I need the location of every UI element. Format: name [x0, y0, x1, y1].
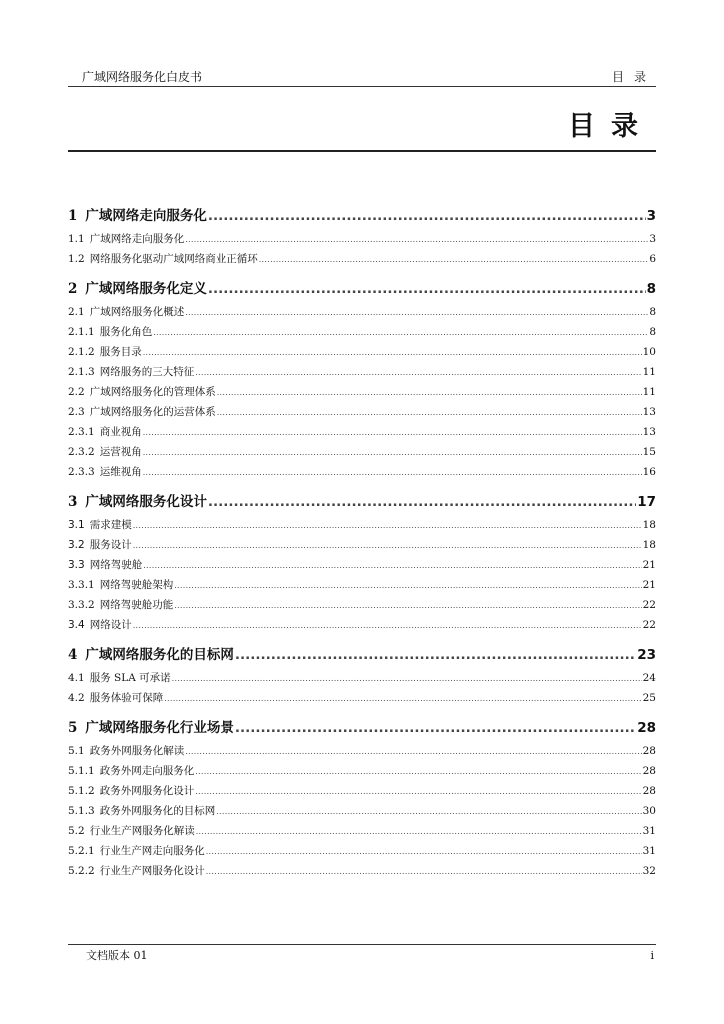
toc-dot-leader [143, 423, 642, 443]
toc-entry-page: 3 [649, 233, 656, 245]
toc-dot-leader [217, 383, 642, 403]
toc-dot-leader [174, 596, 641, 616]
toc-dot-leader [172, 669, 642, 689]
toc-entry-label [68, 206, 207, 226]
toc-dot-leader [196, 822, 642, 842]
toc-entry-text: 网络服务化驱动广域网络商业正循环 [89, 253, 258, 265]
toc-entry-label [68, 645, 234, 665]
toc-entry-number: 1.2 [68, 253, 85, 265]
toc-entry-label [68, 761, 194, 781]
toc-entry-label [68, 741, 184, 761]
toc-entry-text: 服务化角色 [99, 326, 153, 338]
toc-entry-text: 广域网络服务化的管理体系 [89, 386, 216, 398]
toc-dot-leader [143, 343, 642, 363]
toc-dot-leader [206, 842, 642, 862]
toc-entry-text: 政务外网服务化解读 [89, 745, 185, 757]
toc-section-entry[interactable] [68, 555, 656, 575]
toc-entry-label [68, 861, 205, 881]
toc-entry-number: 5.1 [68, 745, 85, 757]
toc-entry-page: 8 [646, 281, 656, 297]
toc-entry-number: 2.3 [68, 406, 85, 418]
toc-entry-number: 3.3.1 [68, 579, 95, 591]
toc-entry-page: 18 [642, 539, 656, 551]
toc-dot-leader [143, 443, 642, 463]
toc-entry-number: 3.3.2 [68, 599, 95, 611]
toc-entry-label [68, 302, 184, 322]
toc-entry-label [68, 781, 194, 801]
toc-entry-page: 24 [642, 672, 656, 684]
toc-entry-label [68, 229, 184, 249]
toc-entry-number: 4 [68, 647, 78, 663]
toc-entry-page: 18 [642, 519, 656, 531]
toc-chapter-entry[interactable] [68, 718, 656, 738]
toc-entry-page: 23 [637, 647, 656, 663]
toc-entry-label [68, 322, 152, 342]
toc-entry-page: 28 [642, 765, 656, 777]
toc-entry-page: 13 [642, 426, 656, 438]
toc-entry-label [68, 462, 142, 482]
toc-entry-label [68, 362, 194, 382]
toc-entry-label [68, 688, 163, 708]
page-header [68, 68, 656, 87]
toc-entry-page: 3 [646, 208, 656, 224]
toc-entry-number: 5.1.3 [68, 805, 95, 817]
toc-entry-label [68, 249, 258, 269]
toc-entry-page: 13 [642, 406, 656, 418]
toc-entry-number: 5.1.2 [68, 785, 95, 797]
toc-entry-number: 3.4 [68, 619, 85, 631]
toc-entry-text: 网络驾驶舱 [89, 559, 143, 571]
toc-entry-page: 22 [642, 599, 656, 611]
toc-dot-leader [235, 718, 636, 738]
toc-entry-text: 服务目录 [99, 346, 142, 358]
toc-entry-text: 广域网络服务化行业场景 [85, 720, 234, 736]
page-number: i [650, 949, 654, 962]
toc-entry-number: 3 [68, 494, 78, 510]
toc-dot-leader [185, 230, 648, 250]
toc-section-entry[interactable] [68, 249, 656, 269]
toc-entry-number: 3.1 [68, 519, 85, 531]
toc-section-entry[interactable] [68, 615, 656, 635]
toc-entry-page: 21 [642, 579, 656, 591]
toc-entry-number: 2.1.3 [68, 366, 95, 378]
toc-entry-number: 3.3 [68, 559, 85, 571]
toc-dot-leader [259, 250, 649, 270]
toc-entry-text: 政务外网服务化设计 [99, 785, 195, 797]
toc-entry-number: 5.2.2 [68, 865, 95, 877]
toc-section-entry[interactable] [68, 402, 656, 422]
toc-entry-number: 2.2 [68, 386, 85, 398]
toc-entry-text: 网络服务的三大特征 [99, 366, 195, 378]
toc-entry-page: 15 [642, 446, 656, 458]
toc-entry-text: 商业视角 [99, 426, 142, 438]
toc-dot-leader [174, 576, 641, 596]
toc-dot-leader [195, 782, 641, 802]
toc-dot-leader [143, 463, 642, 483]
toc-entry-label [68, 668, 171, 688]
toc-entry-number: 5 [68, 720, 78, 736]
toc-entry-text: 政务外网走向服务化 [99, 765, 195, 777]
toc-entry-number: 1 [68, 208, 78, 224]
toc-dot-leader [133, 616, 642, 636]
toc-dot-leader [208, 279, 646, 299]
toc-dot-leader [195, 762, 641, 782]
toc-section-entry[interactable] [68, 302, 656, 322]
toc-entry-text: 服务 SLA 可承诺 [89, 672, 171, 684]
toc-entry-page: 25 [642, 692, 656, 704]
toc-entry-label [68, 382, 216, 402]
toc-section-entry[interactable] [68, 801, 656, 821]
toc-section-entry[interactable] [68, 781, 656, 801]
toc-entry-page: 10 [642, 346, 656, 358]
toc-entry-label [68, 535, 132, 555]
toc-entry-number: 2.1.1 [68, 326, 95, 338]
toc-entry-text: 行业生产网服务化解读 [89, 825, 195, 837]
toc-section-entry[interactable] [68, 688, 656, 708]
toc-entry-text: 广域网络服务化概述 [89, 306, 185, 318]
toc-dot-leader [185, 742, 641, 762]
toc-dot-leader [153, 323, 648, 343]
toc-entry-page: 28 [642, 785, 656, 797]
toc-entry-page: 17 [637, 494, 656, 510]
toc-entry-label [68, 402, 216, 422]
toc-entry-text: 广域网络服务化的运营体系 [89, 406, 216, 418]
toc-chapter-entry[interactable] [68, 492, 656, 512]
toc-section-entry[interactable] [68, 741, 656, 761]
toc-chapter-entry[interactable] [68, 645, 656, 665]
toc-dot-leader [195, 363, 641, 383]
toc-entry-number: 2.3.2 [68, 446, 95, 458]
toc-entry-text: 广域网络服务化设计 [85, 494, 207, 510]
toc-entry-number: 5.2.1 [68, 845, 95, 857]
toc-entry-label [68, 801, 215, 821]
header-section-name: 目录 [611, 70, 656, 84]
toc-entry-page: 11 [642, 386, 656, 398]
toc-dot-leader [133, 516, 642, 536]
toc-entry-text: 行业生产网服务化设计 [99, 865, 205, 877]
toc-entry-text: 网络设计 [89, 619, 132, 631]
toc-entry-label [68, 442, 142, 462]
toc-entry-text: 行业生产网走向服务化 [99, 845, 205, 857]
page-title: 目录 [568, 111, 654, 142]
toc-entry-page: 32 [642, 865, 656, 877]
toc-section-entry[interactable] [68, 322, 656, 342]
document-version: 文档版本 01 [86, 949, 148, 962]
toc-section-entry[interactable] [68, 595, 656, 615]
toc-entry-label [68, 821, 195, 841]
title-divider [68, 150, 656, 152]
toc-entry-page: 22 [642, 619, 656, 631]
toc-dot-leader [133, 536, 642, 556]
toc-entry-page: 31 [642, 845, 656, 857]
table-of-contents [68, 206, 656, 881]
toc-entry-page: 31 [642, 825, 656, 837]
toc-entry-label [68, 595, 173, 615]
toc-entry-page: 28 [637, 720, 656, 736]
toc-section-entry[interactable] [68, 515, 656, 535]
toc-entry-text: 广域网络走向服务化 [89, 233, 185, 245]
toc-dot-leader [143, 556, 641, 576]
toc-section-entry[interactable] [68, 668, 656, 688]
toc-dot-leader [208, 206, 646, 226]
toc-entry-text: 广域网络服务化的目标网 [85, 647, 234, 663]
toc-entry-text: 需求建模 [89, 519, 132, 531]
toc-section-entry[interactable] [68, 575, 656, 595]
toc-dot-leader [208, 492, 636, 512]
toc-entry-number: 3.2 [68, 539, 85, 551]
toc-section-entry[interactable] [68, 761, 656, 781]
toc-entry-label [68, 492, 207, 512]
toc-entry-page: 8 [649, 326, 656, 338]
toc-entry-number: 5.1.1 [68, 765, 95, 777]
toc-entry-number: 4.2 [68, 692, 85, 704]
toc-entry-text: 网络驾驶舱架构 [99, 579, 174, 591]
toc-entry-page: 6 [649, 253, 656, 265]
toc-entry-number: 1.1 [68, 233, 85, 245]
toc-entry-number: 2.3.3 [68, 466, 95, 478]
toc-dot-leader [217, 403, 642, 423]
toc-entry-text: 运维视角 [99, 466, 142, 478]
toc-entry-label [68, 841, 205, 861]
toc-entry-number: 2.1 [68, 306, 85, 318]
toc-entry-label [68, 615, 132, 635]
toc-dot-leader [216, 802, 641, 822]
toc-dot-leader [235, 645, 636, 665]
toc-section-entry[interactable] [68, 229, 656, 249]
toc-entry-number: 2.3.1 [68, 426, 95, 438]
toc-section-entry[interactable] [68, 342, 656, 362]
toc-entry-text: 服务体验可保障 [89, 692, 164, 704]
toc-entry-label [68, 515, 132, 535]
toc-entry-number: 2.1.2 [68, 346, 95, 358]
toc-chapter-entry[interactable] [68, 279, 656, 299]
toc-section-entry[interactable] [68, 422, 656, 442]
toc-entry-text: 网络驾驶舱功能 [99, 599, 174, 611]
toc-entry-number: 5.2 [68, 825, 85, 837]
toc-entry-page: 28 [642, 745, 656, 757]
toc-entry-page: 30 [642, 805, 656, 817]
toc-section-entry[interactable] [68, 861, 656, 881]
toc-section-entry[interactable] [68, 362, 656, 382]
toc-section-entry[interactable] [68, 821, 656, 841]
toc-entry-number: 4.1 [68, 672, 85, 684]
toc-section-entry[interactable] [68, 462, 656, 482]
toc-entry-text: 广域网络服务化定义 [85, 281, 207, 297]
toc-entry-text: 服务设计 [89, 539, 132, 551]
toc-dot-leader [164, 689, 641, 709]
toc-chapter-entry[interactable] [68, 206, 656, 226]
toc-entry-label [68, 555, 142, 575]
toc-entry-label [68, 718, 234, 738]
toc-entry-page: 21 [642, 559, 656, 571]
toc-entry-text: 政务外网服务化的目标网 [99, 805, 216, 817]
toc-entry-text: 广域网络走向服务化 [85, 208, 207, 224]
toc-dot-leader [185, 303, 648, 323]
toc-entry-label [68, 422, 142, 442]
toc-entry-label [68, 279, 207, 299]
toc-section-entry[interactable] [68, 442, 656, 462]
toc-entry-text: 运营视角 [99, 446, 142, 458]
toc-entry-number: 2 [68, 281, 78, 297]
toc-entry-label [68, 342, 142, 362]
page-footer [68, 944, 656, 962]
toc-entry-page: 16 [642, 466, 656, 478]
document-title: 广域网络服务化白皮书 [82, 70, 203, 84]
toc-dot-leader [206, 862, 642, 882]
toc-entry-page: 11 [642, 366, 656, 378]
toc-section-entry[interactable] [68, 535, 656, 555]
toc-entry-page: 8 [649, 306, 656, 318]
toc-section-entry[interactable] [68, 841, 656, 861]
toc-section-entry[interactable] [68, 382, 656, 402]
toc-entry-label [68, 575, 173, 595]
